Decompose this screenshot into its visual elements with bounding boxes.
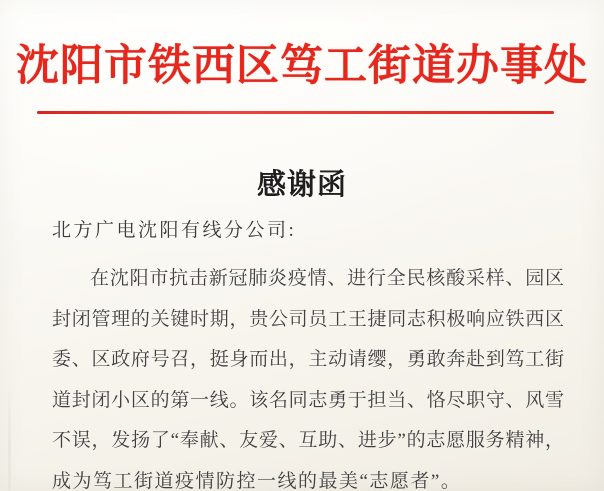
body-line: 委、区政府号召，挺身而出，主动请缨，勇敢奔赴到笃工街 [52, 349, 564, 370]
paper-fold-shading [8, 380, 11, 491]
letterhead-org-name: 沈阳市铁西区笃工街道办事处 [16, 42, 588, 90]
body-line: 在沈阳市抗击新冠肺炎疫情、进行全民核酸采样、园区 [90, 268, 564, 289]
letter-body [52, 259, 564, 491]
document-title: 感谢函 [256, 169, 347, 201]
body-line: 道封闭小区的第一线。该名同志勇于担当、恪尽职守、风雪 [52, 389, 564, 411]
body-line: 成为笃工街道疫情防控一线的最美“志愿者”。 [52, 470, 462, 491]
salutation-line: 北方广电沈阳有线分公司: [52, 220, 297, 241]
body-line: 不误，发扬了“奉献、友爱、互助、进步”的志愿服务精神， [52, 430, 564, 451]
letterhead-divider-line [37, 111, 554, 114]
body-line: 封闭管理的关键时期，贵公司员工王捷同志积极响应铁西区 [52, 308, 564, 330]
